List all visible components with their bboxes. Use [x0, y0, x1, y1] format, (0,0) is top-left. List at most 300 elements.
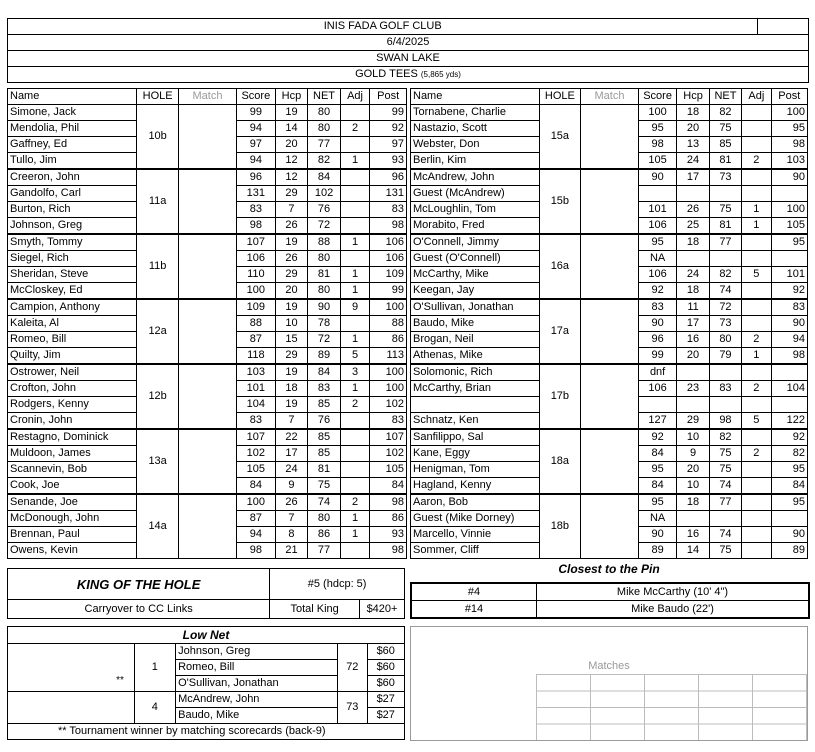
player-net: 98	[709, 413, 741, 430]
player-net: 85	[308, 397, 341, 413]
col-header-name: Name	[411, 89, 540, 105]
player-name: Owens, Kevin	[8, 543, 137, 559]
player-hcp: 21	[275, 543, 308, 559]
col-header-post: Post	[370, 89, 407, 105]
player-adj	[742, 543, 771, 559]
player-net: 81	[709, 153, 741, 170]
player-adj: 5	[742, 267, 771, 283]
score-row	[8, 299, 407, 316]
player-net: 75	[709, 446, 741, 462]
player-post: 102	[370, 397, 407, 413]
low-net-amount: $27	[367, 708, 405, 724]
player-name	[411, 397, 540, 413]
player-post: 106	[370, 251, 407, 267]
player-net: 74	[308, 494, 341, 511]
hole-assignment: 16a	[539, 234, 581, 299]
match-cell	[178, 234, 236, 299]
match-cell	[178, 429, 236, 494]
player-name: Guest (McAndrew)	[411, 186, 540, 202]
score-row	[8, 494, 407, 511]
player-score: 96	[237, 169, 276, 186]
player-hcp: 14	[677, 543, 709, 559]
player-adj: 2	[742, 332, 771, 348]
hole-assignment: 18a	[539, 429, 581, 494]
player-hcp: 19	[275, 234, 308, 251]
player-hcp: 29	[677, 413, 709, 430]
score-row	[8, 364, 407, 381]
player-net: 80	[308, 251, 341, 267]
player-name: Schnatz, Ken	[411, 413, 540, 430]
match-cell	[581, 169, 639, 234]
col-header-match: Match	[581, 89, 639, 105]
player-post: 98	[771, 348, 808, 365]
low-net-name: Romeo, Bill	[176, 660, 338, 676]
player-hcp: 26	[275, 494, 308, 511]
player-post: 98	[370, 218, 407, 235]
ctp-hole-1: #4	[411, 583, 537, 601]
player-net: 85	[308, 446, 341, 462]
player-net: 90	[308, 299, 341, 316]
low-net-place-2: 4	[134, 692, 176, 724]
col-header-net: NET	[709, 89, 741, 105]
player-name: Ostrower, Neil	[8, 364, 137, 381]
col-header-post: Post	[771, 89, 808, 105]
player-post: 99	[370, 283, 407, 300]
player-hcp: 24	[677, 153, 709, 170]
score-row	[411, 234, 808, 251]
player-score: 99	[638, 348, 676, 365]
low-net-amount: $60	[367, 676, 405, 692]
player-score: 96	[638, 332, 676, 348]
player-score	[638, 397, 676, 413]
match-cell	[178, 105, 236, 170]
match-cell	[178, 494, 236, 559]
player-hcp	[677, 397, 709, 413]
player-score: 131	[237, 186, 276, 202]
player-hcp: 25	[677, 218, 709, 235]
player-score: 84	[638, 478, 676, 495]
low-net-score-1: 72	[338, 644, 367, 692]
player-post: 95	[771, 121, 808, 137]
player-post: 100	[771, 105, 808, 121]
player-post: 105	[370, 462, 407, 478]
hole-assignment: 17a	[539, 299, 581, 364]
player-net: 75	[709, 462, 741, 478]
player-post: 101	[771, 267, 808, 283]
player-post: 100	[370, 299, 407, 316]
low-net-name: McAndrew, John	[176, 692, 338, 708]
player-adj: 1	[340, 381, 370, 397]
matches-box	[410, 626, 808, 741]
player-hcp: 20	[677, 462, 709, 478]
player-score: 83	[237, 413, 276, 430]
player-adj	[340, 251, 370, 267]
match-cell	[178, 299, 236, 364]
player-adj: 1	[340, 234, 370, 251]
low-net-amount: $60	[367, 644, 405, 660]
player-post: 95	[771, 462, 808, 478]
player-hcp: 9	[677, 446, 709, 462]
player-adj	[742, 105, 771, 121]
event-date: 6/4/2025	[8, 35, 809, 51]
player-hcp: 24	[275, 462, 308, 478]
player-adj	[340, 202, 370, 218]
player-net: 75	[709, 121, 741, 137]
carryover-label: Carryover to CC Links	[8, 600, 270, 619]
match-cell	[581, 105, 639, 170]
player-score: 95	[638, 234, 676, 251]
player-post: 122	[771, 413, 808, 430]
tees-label: GOLD TEES (5,865 yds)	[8, 67, 809, 83]
player-score: 83	[237, 202, 276, 218]
player-adj: 3	[340, 364, 370, 381]
player-post: 95	[771, 494, 808, 511]
player-name: Restagno, Dominick	[8, 429, 137, 446]
ctp-title: Closest to the Pin	[410, 558, 808, 580]
player-adj: 2	[340, 397, 370, 413]
player-hcp	[677, 186, 709, 202]
player-score: NA	[638, 251, 676, 267]
player-adj	[340, 169, 370, 186]
player-net: 73	[709, 169, 741, 186]
player-score: 94	[237, 121, 276, 137]
player-name: Athenas, Mike	[411, 348, 540, 365]
low-net-footnote: ** Tournament winner by matching scorecards (back-9)	[8, 724, 405, 740]
score-row	[411, 364, 808, 381]
match-cell	[581, 364, 639, 429]
player-adj: 5	[340, 348, 370, 365]
player-name: McCarthy, Mike	[411, 267, 540, 283]
player-hcp: 18	[275, 381, 308, 397]
player-post: 102	[370, 446, 407, 462]
player-score: 127	[638, 413, 676, 430]
player-post: 88	[370, 316, 407, 332]
player-hcp: 20	[677, 348, 709, 365]
player-hcp: 10	[677, 478, 709, 495]
player-score: 95	[638, 462, 676, 478]
total-king-value: $420+	[360, 600, 405, 619]
player-score: 89	[638, 543, 676, 559]
player-adj: 5	[742, 413, 771, 430]
player-name: Henigman, Tom	[411, 462, 540, 478]
player-score	[638, 186, 676, 202]
score-row	[8, 169, 407, 186]
player-post: 90	[771, 527, 808, 543]
player-adj	[742, 364, 771, 381]
player-name: Cook, Joe	[8, 478, 137, 495]
player-net: 82	[709, 105, 741, 121]
player-name: McCarthy, Brian	[411, 381, 540, 397]
player-post: 97	[370, 137, 407, 153]
player-hcp: 19	[275, 364, 308, 381]
player-post: 100	[370, 381, 407, 397]
player-name: Brennan, Paul	[8, 527, 137, 543]
player-name: Webster, Don	[411, 137, 540, 153]
player-score: NA	[638, 511, 676, 527]
player-adj: 1	[340, 332, 370, 348]
player-net: 85	[308, 429, 341, 446]
player-adj	[340, 413, 370, 430]
player-hcp: 17	[275, 446, 308, 462]
match-cell	[581, 299, 639, 364]
player-post: 95	[771, 234, 808, 251]
player-score: 90	[638, 169, 676, 186]
player-name: O'Connell, Jimmy	[411, 234, 540, 251]
player-hcp: 18	[677, 494, 709, 511]
col-header-hcp: Hcp	[677, 89, 709, 105]
player-score: 106	[638, 218, 676, 235]
player-post: 93	[370, 527, 407, 543]
player-post: 100	[370, 364, 407, 381]
player-adj	[742, 186, 771, 202]
player-adj	[742, 299, 771, 316]
player-hcp	[677, 364, 709, 381]
player-score: 107	[237, 234, 276, 251]
player-post: 93	[370, 153, 407, 170]
player-name: Muldoon, James	[8, 446, 137, 462]
player-hcp: 17	[677, 169, 709, 186]
course-name: SWAN LAKE	[8, 51, 809, 67]
player-name: Kane, Eggy	[411, 446, 540, 462]
player-post: 104	[771, 381, 808, 397]
player-name: Nastazio, Scott	[411, 121, 540, 137]
player-adj: 1	[340, 527, 370, 543]
player-hcp: 12	[275, 169, 308, 186]
player-post: 83	[370, 202, 407, 218]
player-post: 96	[370, 169, 407, 186]
player-score: 98	[638, 137, 676, 153]
col-header-score: Score	[638, 89, 676, 105]
player-score: 87	[237, 511, 276, 527]
player-adj	[742, 234, 771, 251]
player-hcp: 23	[677, 381, 709, 397]
player-score: 107	[237, 429, 276, 446]
player-adj	[340, 478, 370, 495]
right-score-table	[410, 88, 808, 559]
player-adj	[340, 105, 370, 121]
player-name: Mendolia, Phil	[8, 121, 137, 137]
player-hcp: 7	[275, 511, 308, 527]
player-adj	[340, 137, 370, 153]
player-net	[709, 251, 741, 267]
player-adj: 1	[340, 153, 370, 170]
player-adj	[340, 429, 370, 446]
hole-assignment: 14a	[137, 494, 179, 559]
player-hcp: 11	[677, 299, 709, 316]
player-post: 105	[771, 218, 808, 235]
player-name: Senande, Joe	[8, 494, 137, 511]
player-name: Sheridan, Steve	[8, 267, 137, 283]
player-hcp: 14	[275, 121, 308, 137]
player-net	[709, 186, 741, 202]
player-hcp: 16	[677, 332, 709, 348]
king-title: KING OF THE HOLE	[8, 569, 270, 600]
player-net: 79	[709, 348, 741, 365]
player-name: Tullo, Jim	[8, 153, 137, 170]
player-hcp: 7	[275, 413, 308, 430]
player-score: 94	[237, 527, 276, 543]
player-post	[771, 251, 808, 267]
player-net: 73	[709, 316, 741, 332]
player-post: 90	[771, 316, 808, 332]
player-net: 76	[308, 413, 341, 430]
player-hcp: 10	[677, 429, 709, 446]
header-table	[7, 18, 809, 83]
player-hcp: 18	[677, 234, 709, 251]
player-name: Brogan, Neil	[411, 332, 540, 348]
player-post: 92	[771, 283, 808, 300]
player-score: 101	[237, 381, 276, 397]
score-row	[411, 429, 808, 446]
hole-assignment: 15b	[539, 169, 581, 234]
player-net: 77	[709, 494, 741, 511]
player-name: Burton, Rich	[8, 202, 137, 218]
player-adj	[340, 446, 370, 462]
player-post: 106	[370, 234, 407, 251]
player-hcp: 12	[275, 153, 308, 170]
low-net-name: Johnson, Greg	[176, 644, 338, 660]
hole-assignment: 12b	[137, 364, 179, 429]
player-net: 83	[308, 381, 341, 397]
player-score: 100	[237, 283, 276, 300]
match-cell	[581, 234, 639, 299]
player-net: 75	[308, 478, 341, 495]
col-header-hcp: Hcp	[275, 89, 308, 105]
player-adj	[742, 462, 771, 478]
player-score: 95	[638, 494, 676, 511]
player-name: Romeo, Bill	[8, 332, 137, 348]
player-net: 86	[308, 527, 341, 543]
player-post: 98	[370, 494, 407, 511]
hole-assignment: 12a	[137, 299, 179, 364]
player-score: 83	[638, 299, 676, 316]
player-adj	[742, 527, 771, 543]
king-of-hole-table	[7, 568, 405, 619]
player-hcp: 29	[275, 348, 308, 365]
player-post: 99	[370, 105, 407, 121]
player-net: 77	[308, 543, 341, 559]
player-adj: 2	[742, 381, 771, 397]
player-name: Morabito, Fred	[411, 218, 540, 235]
low-net-name: Baudo, Mike	[176, 708, 338, 724]
player-post: 131	[370, 186, 407, 202]
player-post: 86	[370, 332, 407, 348]
player-hcp: 17	[677, 316, 709, 332]
hole-assignment: 10b	[137, 105, 179, 170]
player-score: 101	[638, 202, 676, 218]
player-adj	[340, 218, 370, 235]
player-hcp: 8	[275, 527, 308, 543]
col-header-net: NET	[308, 89, 341, 105]
player-name: Baudo, Mike	[411, 316, 540, 332]
player-net: 77	[308, 137, 341, 153]
match-cell	[581, 429, 639, 494]
player-score: 102	[237, 446, 276, 462]
player-hcp: 26	[275, 218, 308, 235]
hole-assignment: 18b	[539, 494, 581, 559]
player-name: Campion, Anthony	[8, 299, 137, 316]
player-net: 80	[308, 511, 341, 527]
player-adj	[742, 283, 771, 300]
low-net-score-2: 73	[338, 692, 367, 724]
player-adj	[742, 169, 771, 186]
player-post: 84	[370, 478, 407, 495]
player-score: 103	[237, 364, 276, 381]
matches-label: Matches	[588, 660, 630, 672]
hole-assignment: 17b	[539, 364, 581, 429]
player-post	[771, 364, 808, 381]
player-score: 88	[237, 316, 276, 332]
player-net: 84	[308, 169, 341, 186]
player-score: 104	[237, 397, 276, 413]
player-adj: 1	[742, 202, 771, 218]
player-score: 106	[237, 251, 276, 267]
player-post: 84	[771, 478, 808, 495]
player-net: 83	[709, 381, 741, 397]
player-adj	[742, 478, 771, 495]
player-name: Sommer, Cliff	[411, 543, 540, 559]
player-net: 82	[308, 153, 341, 170]
player-score: 105	[237, 462, 276, 478]
player-adj	[742, 429, 771, 446]
player-post: 86	[370, 511, 407, 527]
player-hcp: 18	[677, 105, 709, 121]
player-hcp: 24	[677, 267, 709, 283]
player-name: Crofton, John	[8, 381, 137, 397]
player-hcp: 19	[275, 397, 308, 413]
player-score: 99	[237, 105, 276, 121]
ctp-winner-1: Mike McCarthy (10' 4")	[537, 583, 810, 601]
player-name: Aaron, Bob	[411, 494, 540, 511]
player-hcp: 18	[677, 283, 709, 300]
player-hcp: 26	[275, 251, 308, 267]
player-post: 98	[771, 137, 808, 153]
total-king-label: Total King	[270, 600, 360, 619]
player-adj: 2	[742, 153, 771, 170]
player-name: Marcello, Vinnie	[411, 527, 540, 543]
player-net: 80	[709, 332, 741, 348]
player-post	[771, 511, 808, 527]
player-name: Creeron, John	[8, 169, 137, 186]
player-adj	[742, 316, 771, 332]
score-row	[8, 429, 407, 446]
player-name: Quilty, Jim	[8, 348, 137, 365]
player-name: Gandolfo, Carl	[8, 186, 137, 202]
player-post: 82	[771, 446, 808, 462]
player-hcp: 20	[677, 121, 709, 137]
player-name: Keegan, Jay	[411, 283, 540, 300]
player-score: 106	[638, 381, 676, 397]
player-post: 107	[370, 429, 407, 446]
player-hcp: 13	[677, 137, 709, 153]
left-score-table	[7, 88, 407, 559]
player-net: 75	[709, 202, 741, 218]
low-net-amount: $27	[367, 692, 405, 708]
score-row	[411, 169, 808, 186]
player-score: 109	[237, 299, 276, 316]
col-header-hole: HOLE	[137, 89, 179, 105]
player-name: O'Sullivan, Jonathan	[411, 299, 540, 316]
player-hcp: 19	[275, 299, 308, 316]
king-hole: #5 (hdcp: 5)	[270, 569, 405, 600]
player-post	[771, 397, 808, 413]
player-score: 94	[237, 153, 276, 170]
player-name: Simone, Jack	[8, 105, 137, 121]
player-net: 72	[709, 299, 741, 316]
low-net-amount: $60	[367, 660, 405, 676]
player-adj	[340, 462, 370, 478]
player-name: Gaffney, Ed	[8, 137, 137, 153]
